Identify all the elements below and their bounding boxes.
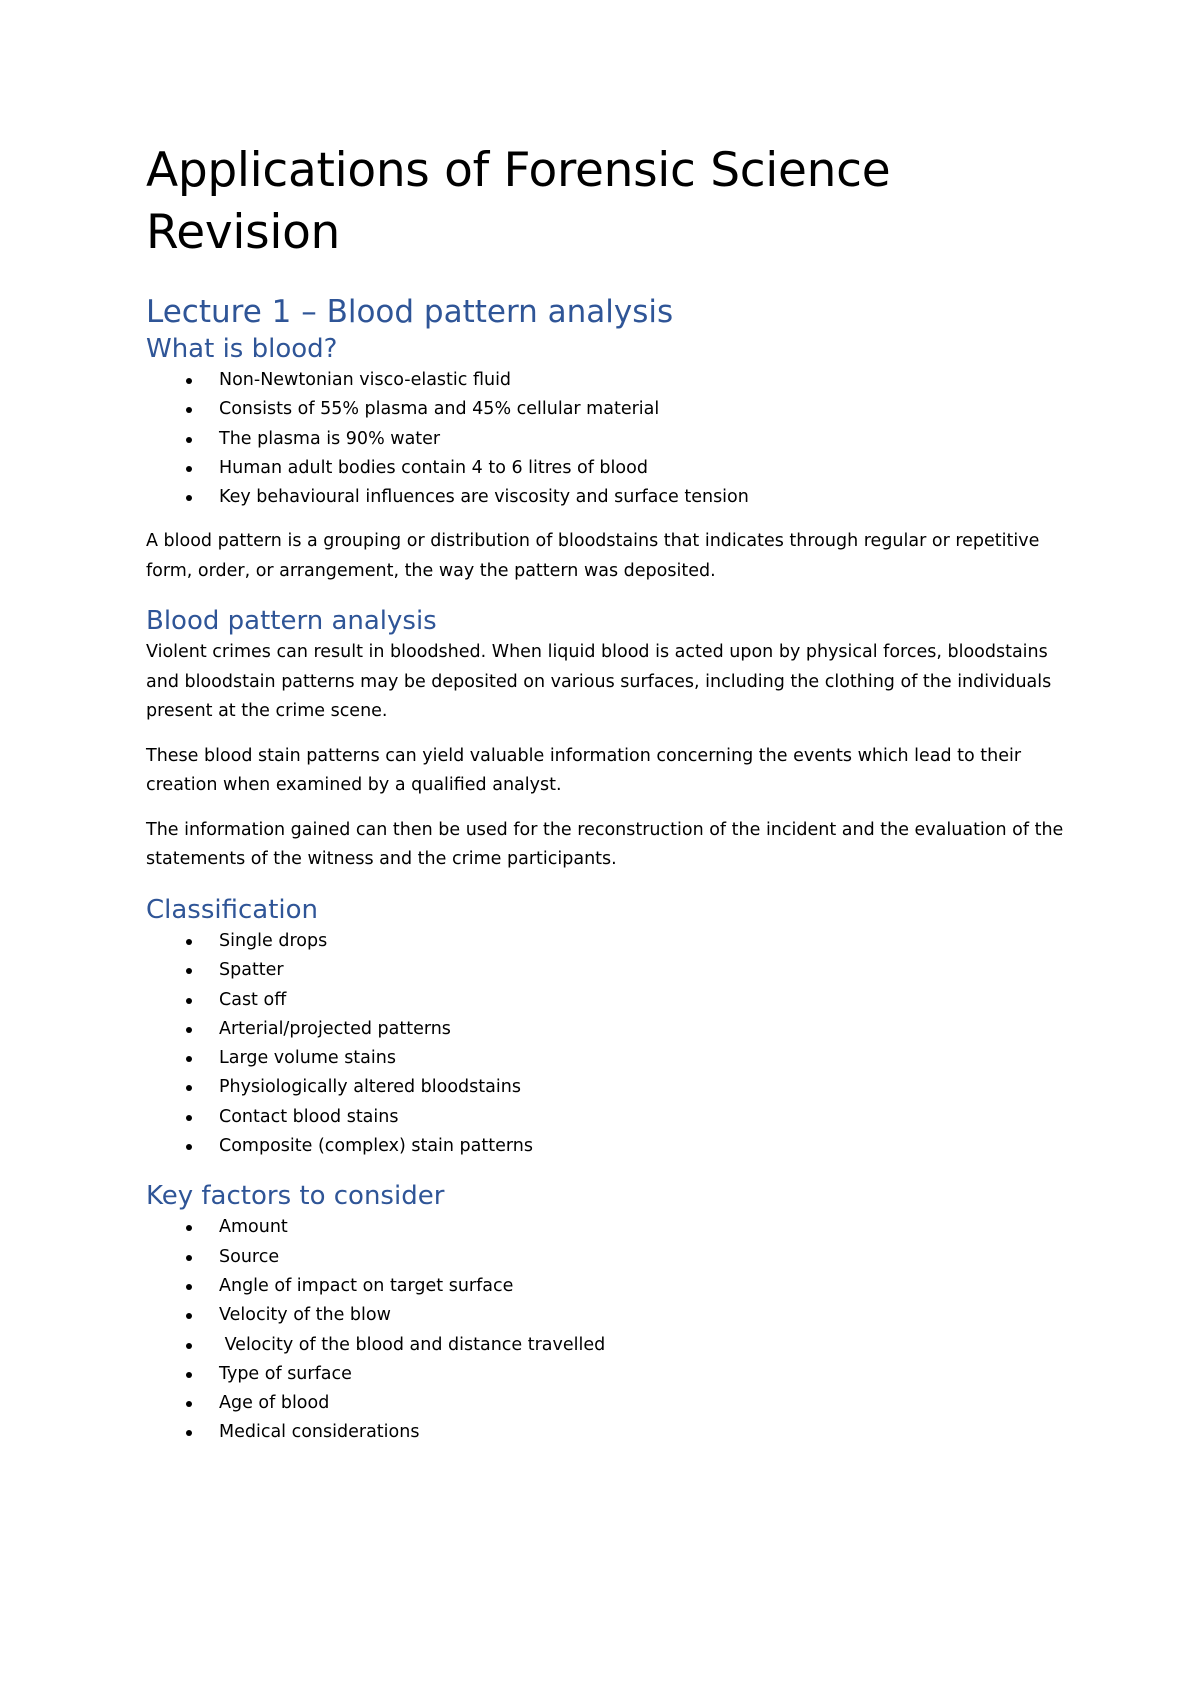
section-heading-classification: Classification (146, 894, 319, 925)
list-item: Type of surface (146, 1360, 1066, 1389)
list-item: Angle of impact on target surface (146, 1272, 1066, 1301)
section-what-is-blood (146, 332, 1066, 586)
section-blood-pattern-analysis (146, 604, 1066, 875)
lecture-heading: Lecture 1 – Blood pattern analysis (146, 294, 674, 330)
document-title: Applications of Forensic Science Revision (146, 143, 891, 260)
section-heading-what-is-blood: What is blood? (146, 334, 338, 364)
list-item: Composite (complex) stain patterns (146, 1132, 1066, 1161)
list-item: Age of blood (146, 1389, 1066, 1418)
list-item: Key behavioural influences are viscosity and surface tension (146, 483, 1066, 512)
paragraph: Violent crimes can result in bloodshed. When liquid blood is acted upon by physical forces, bloodstains and bloodstain patterns may be deposited on various surfaces, including the clothing of the individuals present at the crime scene. (146, 642, 1052, 722)
section-heading-blood-pattern-analysis: Blood pattern analysis (146, 606, 437, 637)
list-item: Contact blood stains (146, 1103, 1066, 1132)
list-item: Large volume stains (146, 1044, 1066, 1073)
document-page (146, 140, 1066, 1448)
list-item: Velocity of the blow (146, 1301, 1066, 1330)
bullet-list-key-factors (146, 1213, 1066, 1447)
list-item: Non-Newtonian visco-elastic fluid (146, 366, 1066, 395)
list-item: Medical considerations (146, 1418, 1066, 1447)
list-item: Physiologically altered bloodstains (146, 1073, 1066, 1102)
list-item: Cast off (146, 986, 1066, 1015)
section-heading-key-factors: Key factors to consider (146, 1181, 445, 1212)
list-item: Arterial/projected patterns (146, 1015, 1066, 1044)
list-item: Velocity of the blood and distance travelled (146, 1331, 1066, 1360)
list-item: Spatter (146, 956, 1066, 985)
section-classification (146, 893, 1066, 1161)
list-item: Amount (146, 1213, 1066, 1242)
section-key-factors (146, 1179, 1066, 1447)
list-item: The plasma is 90% water (146, 425, 1066, 454)
bullet-list-what-is-blood (146, 366, 1066, 512)
paragraph: The information gained can then be used for the reconstruction of the incident and the evaluation of the statements of the witness and the crime participants. (146, 819, 1064, 870)
list-item: Human adult bodies contain 4 to 6 litres of blood (146, 454, 1066, 483)
list-item: Source (146, 1243, 1066, 1272)
list-item: Single drops (146, 927, 1066, 956)
paragraph: These blood stain patterns can yield valuable information concerning the events which lead to their creation when examined by a qualified analyst. (146, 745, 1022, 796)
definition-paragraph: A blood pattern is a grouping or distribution of bloodstains that indicates through regular or repetitive form, order, or arrangement, the way the pattern was deposited. (146, 531, 1040, 581)
bullet-list-classification (146, 927, 1066, 1161)
list-item: Consists of 55% plasma and 45% cellular material (146, 395, 1066, 424)
